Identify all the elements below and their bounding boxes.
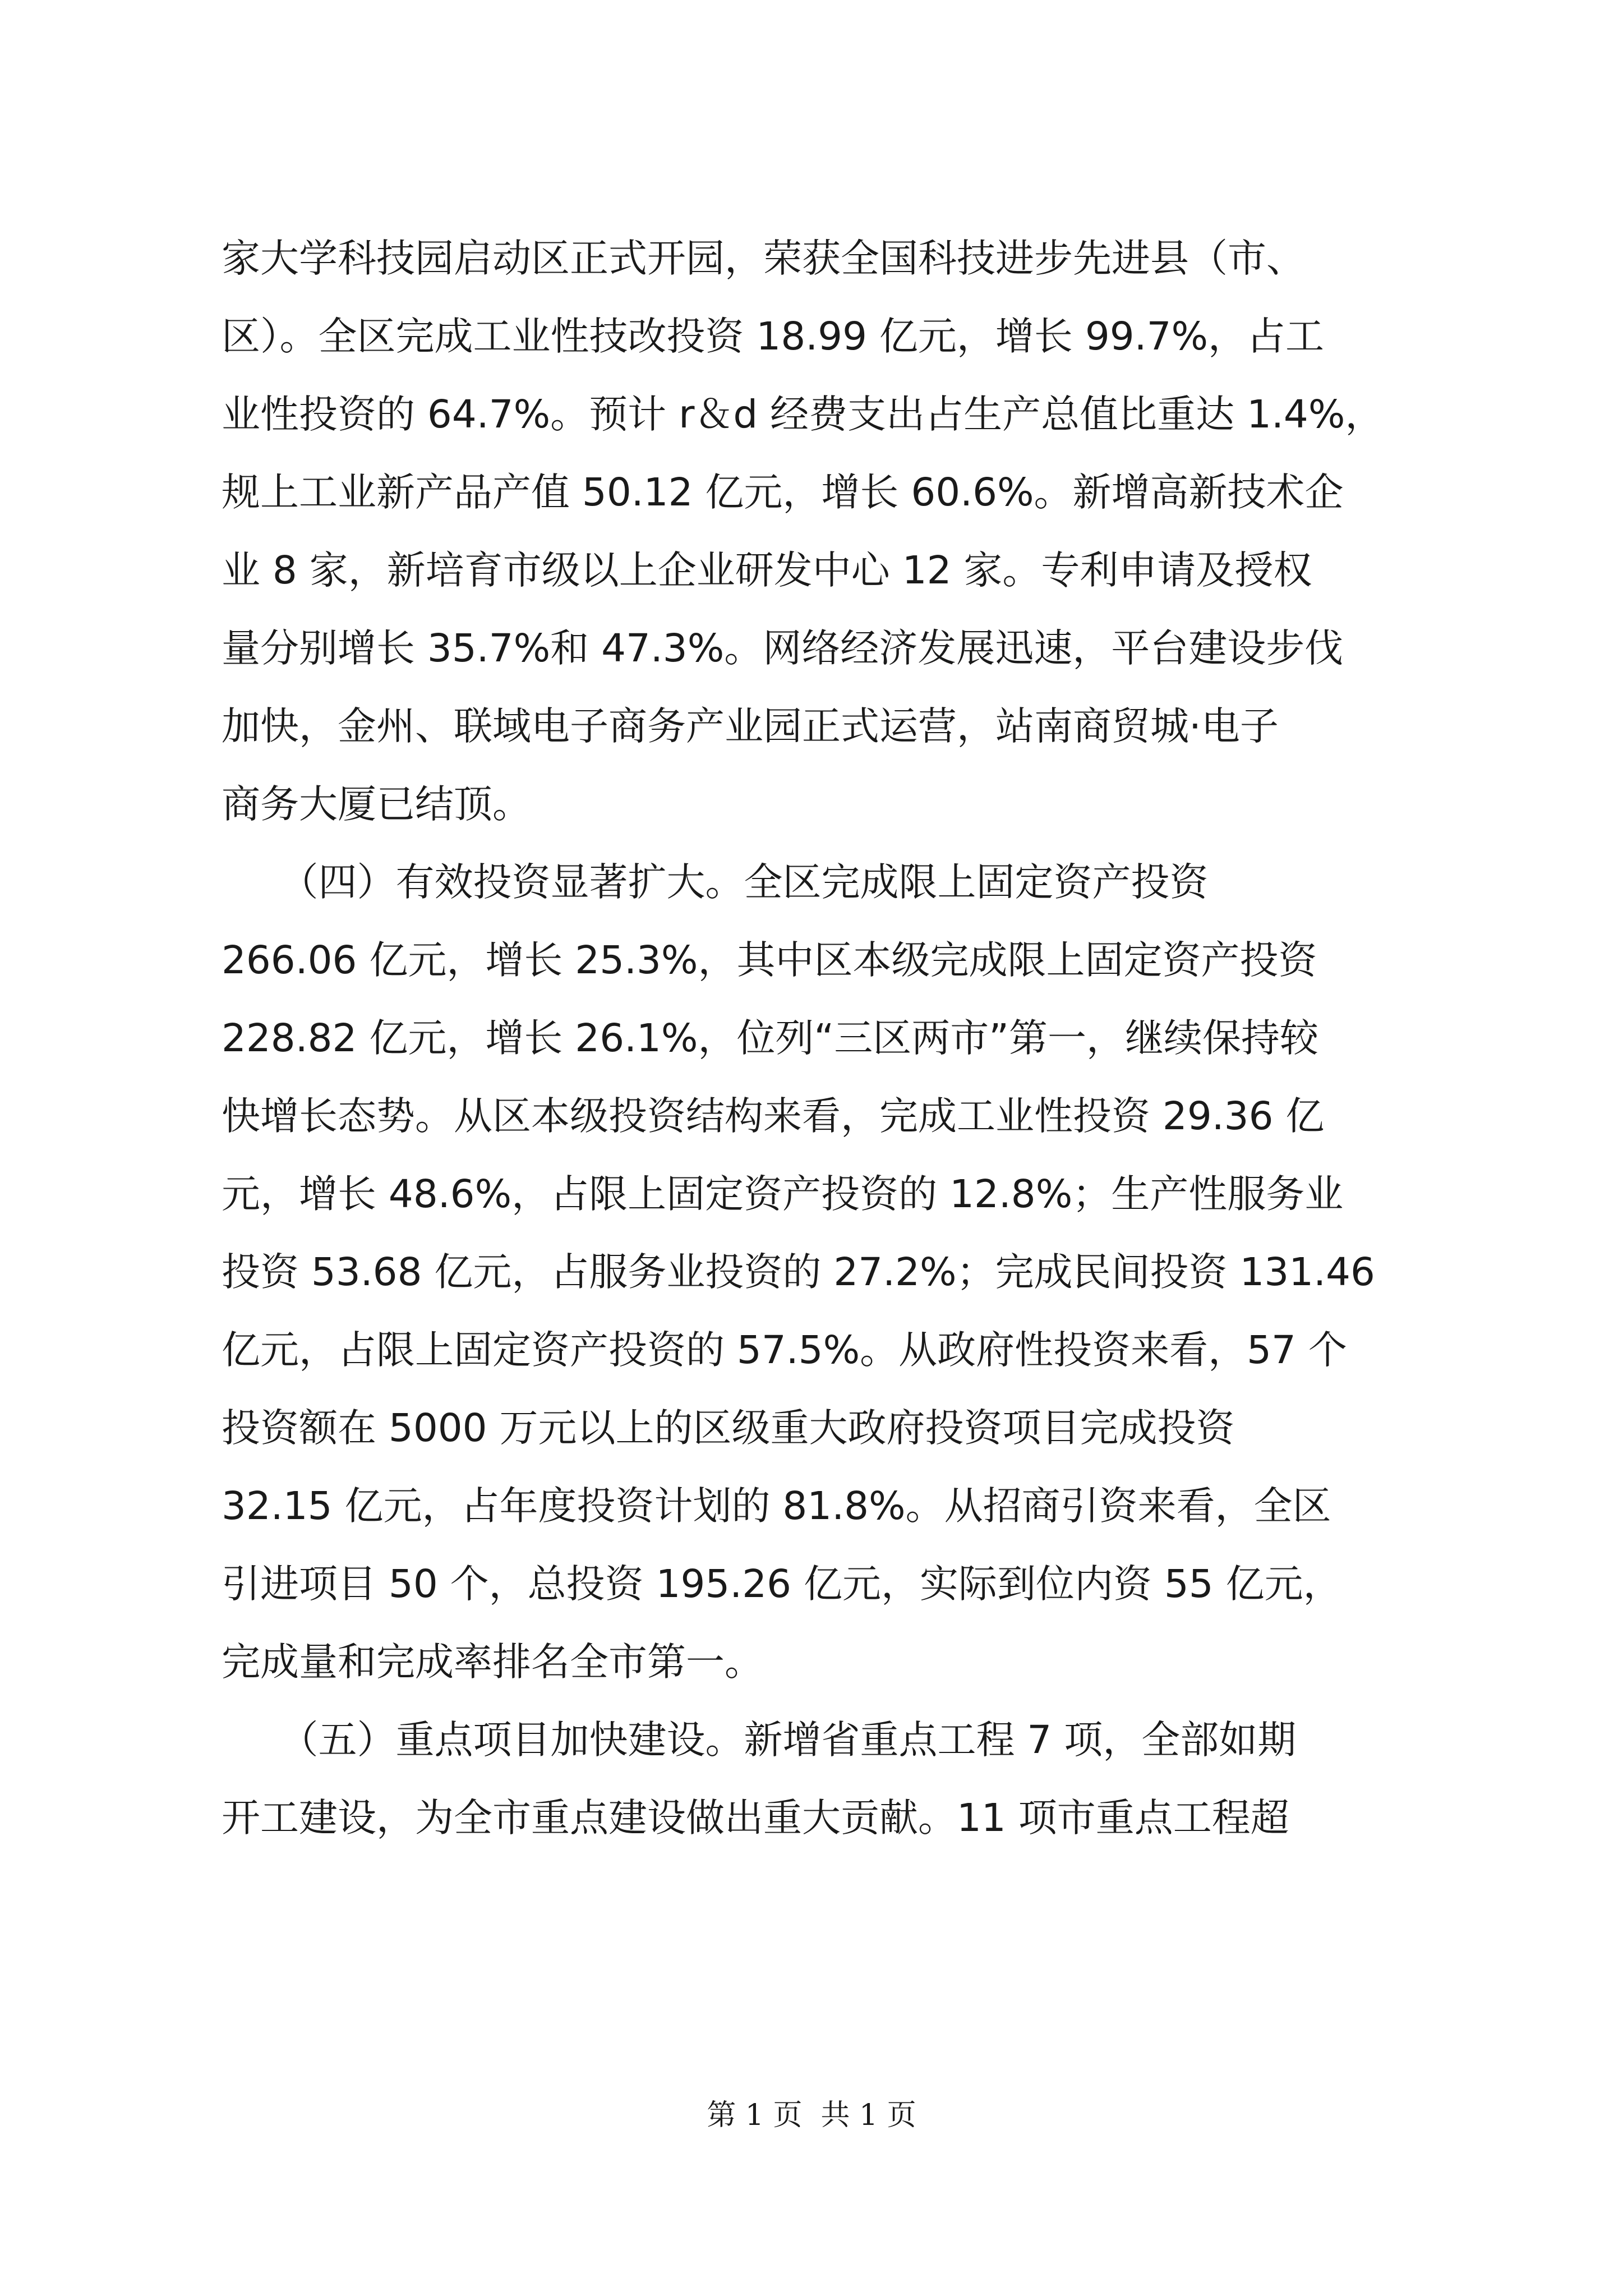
body-text <box>222 220 1416 1857</box>
page-footer: 第 1 页 共 1 页 <box>707 2099 916 2132</box>
text-line: 266.06 亿元，增长 25.3%，其中区本级完成限上固定资产投资 <box>222 938 1317 983</box>
text-line: 商务大厦已结顶。 <box>222 782 531 827</box>
text-line: 业 8 家，新培育市级以上企业研发中心 12 家。专利申请及授权 <box>222 548 1312 593</box>
text-line: （五）重点项目加快建设。新增省重点工程 7 项，全部如期 <box>222 1718 1297 1763</box>
text-line: 228.82 亿元，增长 26.1%，位列“三区两市”第一，继续保持较 <box>222 1016 1318 1061</box>
text-line: 加快，金州、联域电子商务产业园正式运营，站南商贸城·电子 <box>222 704 1279 749</box>
text-line: 家大学科技园启动区正式开园，荣获全国科技进步先进县（市、 <box>222 236 1305 281</box>
text-line: 快增长态势。从区本级投资结构来看，完成工业性投资 29.36 亿 <box>222 1094 1325 1139</box>
text-line: 业性投资的 64.7%。预计 r＆d 经费支出占生产总值比重达 1.4%， <box>222 392 1384 437</box>
text-line: 区）。全区完成工业性技改投资 18.99 亿元，增长 99.7%，占工 <box>222 314 1325 359</box>
text-line: 投资 53.68 亿元，占服务业投资的 27.2%；完成民间投资 131.46 <box>222 1250 1375 1295</box>
text-line: 量分别增长 35.7%和 47.3%。网络经济发展迅速，平台建设步伐 <box>222 626 1344 671</box>
text-line: 亿元，占限上固定资产投资的 57.5%。从政府性投资来看，57 个 <box>222 1328 1347 1373</box>
text-line: 引进项目 50 个，总投资 195.26 亿元，实际到位内资 55 亿元， <box>222 1562 1342 1607</box>
text-line: 32.15 亿元，占年度投资计划的 81.8%。从招商引资来看，全区 <box>222 1484 1331 1529</box>
text-line: 开工建设，为全市重点建设做出重大贡献。11 项市重点工程超 <box>222 1796 1289 1841</box>
text-line: 元，增长 48.6%，占限上固定资产投资的 12.8%；生产性服务业 <box>222 1172 1344 1217</box>
text-line: 投资额在 5000 万元以上的区级重大政府投资项目完成投资 <box>222 1406 1235 1451</box>
text-line: 规上工业新产品产值 50.12 亿元，增长 60.6%。新增高新技术企 <box>222 470 1344 515</box>
text-line: （四）有效投资显著扩大。全区完成限上固定资产投资 <box>222 860 1209 905</box>
text-line: 完成量和完成率排名全市第一。 <box>222 1640 763 1685</box>
